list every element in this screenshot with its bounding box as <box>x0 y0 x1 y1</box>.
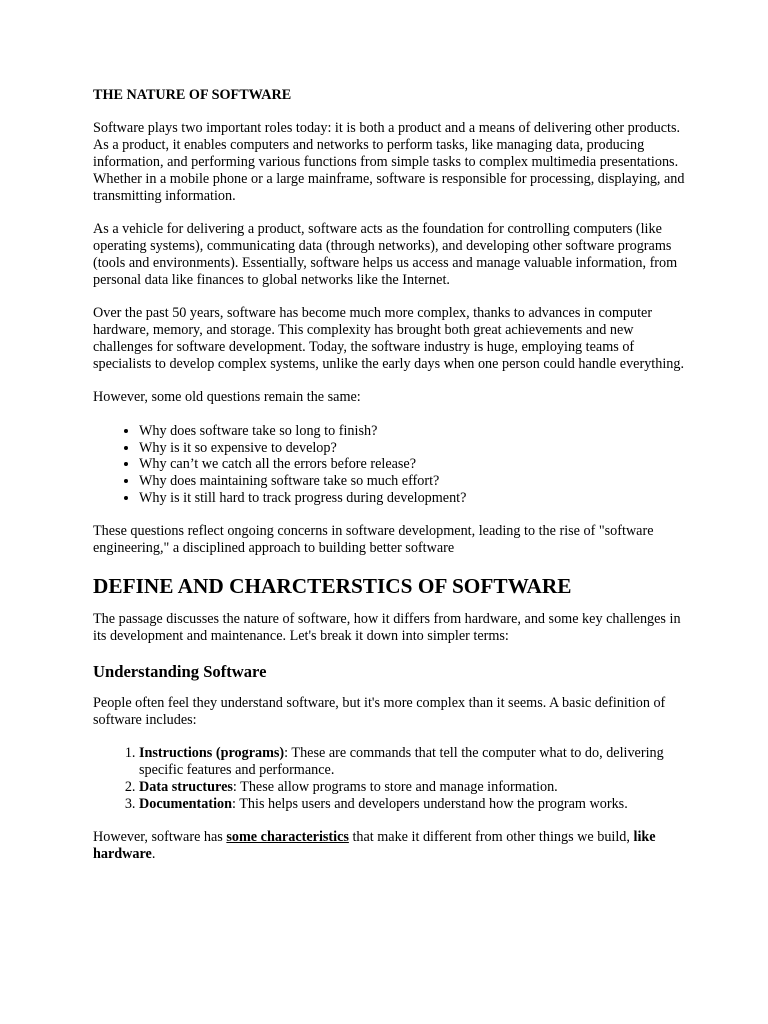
list-item: • Why can’t we catch all the errors before release? <box>139 456 688 473</box>
definition-term: Instructions (programs) <box>139 745 285 762</box>
final-text-after: . <box>151 845 156 862</box>
list-item: • Why is it so expensive to develop? <box>139 440 688 457</box>
paragraph-closing: These questions reflect ongoing concerns in software development, leading to the rise of "software engineering," a disciplined approach to building better software <box>93 523 654 557</box>
paragraph-roles: Software plays two important roles today: it is both a product and a means of delivering other products. As a product, it enables computers and networks to perform tasks, like managing data, producing information, and performing various functions from simple tasks to complex multimedia presentations. Whether in a mobile phone or a large mainframe, software is responsible for processing, displaying, and transmitting information. <box>93 119 685 204</box>
section-heading: DEFINE AND CHARCTERSTICS OF SOFTWARE <box>93 574 572 599</box>
paragraph-final <box>93 829 688 863</box>
final-bold-text: like hardware <box>93 828 656 862</box>
definition-term: Data structures <box>139 778 233 795</box>
definition-text: : These are commands that tell the computer what to do, delivering specific features and performance. <box>139 745 664 778</box>
definition-text: : These allow programs to store and manage information. <box>232 778 558 795</box>
list-item <box>139 779 688 796</box>
paragraph-questions-intro: However, some old questions remain the same: <box>93 389 361 406</box>
questions-list <box>93 423 688 508</box>
paragraph-section-intro: The passage discusses the nature of software, how it differs from hardware, and some key challenges in its development and maintenance. Let's break it down into simpler terms: <box>93 611 681 645</box>
final-underlined-text: some characteristics <box>226 828 349 845</box>
document-title: THE NATURE OF SOFTWARE <box>93 87 292 103</box>
definition-text: : This helps users and developers understand how the program works. <box>232 795 628 812</box>
list-item <box>139 745 688 779</box>
definition-list <box>93 745 688 813</box>
final-text-before: However, software has <box>93 828 227 845</box>
paragraph-definition-intro: People often feel they understand software, but it's more complex than it seems. A basic definition of software includes: <box>93 694 666 728</box>
final-text-middle: that make it different from other things we build, <box>348 828 634 845</box>
paragraph-history: Over the past 50 years, software has become much more complex, thanks to advances in computer hardware, memory, and storage. This complexity has brought both great achievements and new challenges for software development. Today, the software industry is huge, employing teams of specialists to develop complex systems, unlike the early days when one person could handle everything. <box>93 305 684 372</box>
paragraph-vehicle: As a vehicle for delivering a product, software acts as the foundation for controlling computers (like operating systems), communicating data (through networks), and developing other software programs (tools and environments). Essentially, software helps us access and manage valuable information, from personal data like finances to global networks like the Internet. <box>93 220 678 288</box>
list-item: • Why is it still hard to track progress during development? <box>139 490 688 507</box>
definition-term: Documentation <box>139 795 233 812</box>
list-item <box>139 796 688 813</box>
subheading: Understanding Software <box>93 661 267 681</box>
list-item: • Why does software take so long to finish? <box>139 423 688 440</box>
list-item: • Why does maintaining software take so much effort? <box>139 473 688 490</box>
